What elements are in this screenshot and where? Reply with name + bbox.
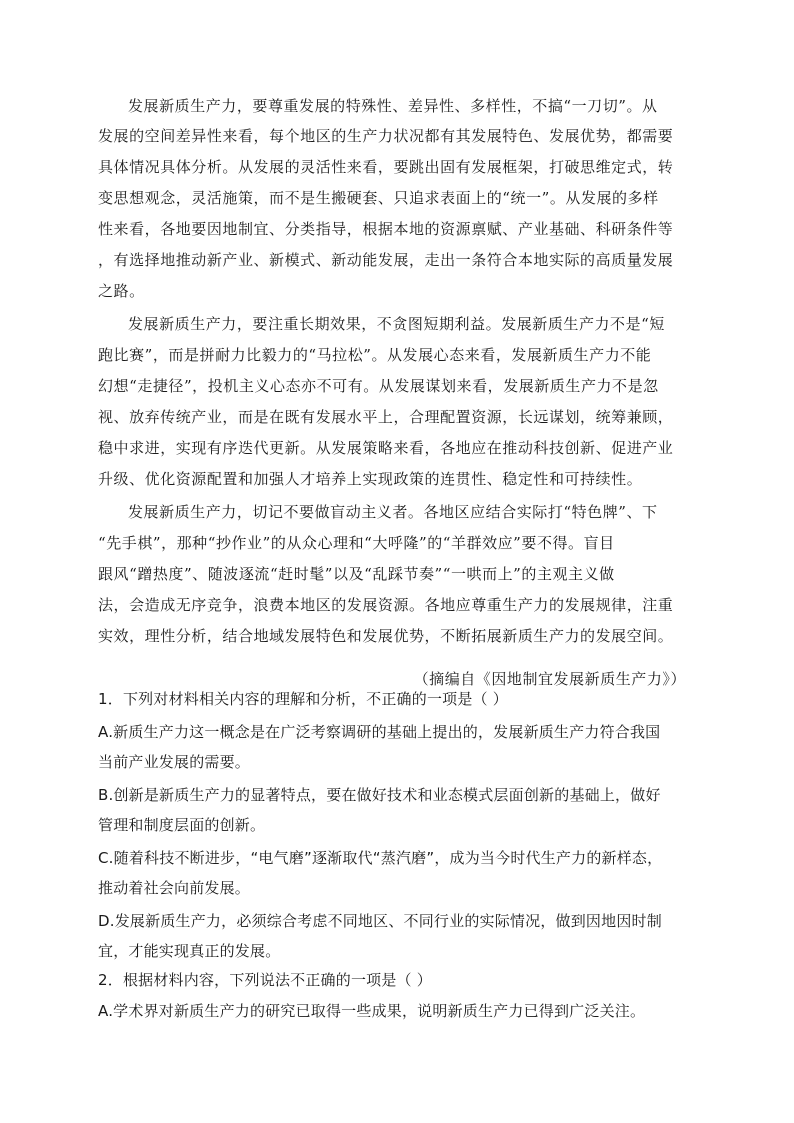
- question-stem: 2．根据材料内容，下列说法不正确的一项是（ ）: [98, 971, 432, 989]
- text-line: ，有选择地推动新产业、新模式、新动能发展，走出一条符合本地实际的高质量发展: [98, 251, 674, 269]
- text-line: 实效，理性分析，结合地域发展特色和发展优势，不断拓展新质生产力的发展空间。: [98, 627, 674, 645]
- text-line: 幻想“走捷径”，投机主义心态亦不可有。从发展谋划来看，发展新质生产力不是忽: [98, 377, 659, 395]
- text-line: 发展新质生产力，要尊重发展的特殊性、差异性、多样性，不搞“一刀切”。从: [128, 97, 658, 115]
- text-line: “先手棋”，那种“抄作业”的从众心理和“大呼隆”的“羊群效应”要不得。盲目: [98, 534, 615, 552]
- option-d-line: D.发展新质生产力，必须综合考虑不同地区、不同行业的实际情况，做到因地因时制: [98, 912, 662, 930]
- option-d-line: 宜，才能实现真正的发展。: [98, 942, 281, 960]
- option-c-line: C.随着科技不断进步，“电气磨”逐渐取代“蒸汽磨”，成为当今时代生产力的新样态，: [98, 849, 663, 867]
- text-line: 发展的空间差异性来看，每个地区的生产力状况都有其发展特色、发展优势，都需要: [98, 127, 674, 145]
- text-line: 法，会造成无序竞争，浪费本地区的发展资源。各地应尊重生产力的发展规律，注重: [98, 596, 674, 614]
- text-line: 跑比赛”，而是拼耐力比毅力的“马拉松”。从发展心态来看，发展新质生产力不能: [98, 346, 652, 364]
- text-line: 变思想观念，灵活施策，而不是生搬硬套、只追求表面上的“统一”。从发展的多样: [98, 189, 659, 207]
- text-line: 跟风“蹭热度”、随波逐流“赶时髦”以及“乱踩节奏”“一哄而上”的主观主义做: [98, 565, 615, 583]
- text-line: 发展新质生产力，切记不要做盲动主义者。各地区应结合实际打“特色牌”、下: [128, 503, 658, 521]
- text-line: 具体情况具体分析。从发展的灵活性来看，要跳出固有发展框架，打破思维定式，转: [98, 158, 674, 176]
- option-b-line: 管理和制度层面的创新。: [98, 816, 266, 834]
- text-line: 升级、优化资源配置和加强人才培养上实现政策的连贯性、稳定性和可持续性。: [98, 470, 643, 488]
- source-attribution: （摘编自《因地制宜发展新质生产力》）: [413, 670, 686, 688]
- question-stem: 1．下列对材料相关内容的理解和分析，不正确的一项是（ ）: [98, 690, 508, 708]
- option-a-line: 当前产业发展的需要。: [98, 753, 251, 771]
- text-line: 稳中求进，实现有序迭代更新。从发展策略来看，各地应在推动科技创新、促进产业: [98, 439, 674, 457]
- text-line: 性来看，各地要因地制宜、分类指导，根据本地的资源禀赋、产业基础、科研条件等: [98, 220, 674, 238]
- option-a-line: A.新质生产力这一概念是在广泛考察调研的基础上提出的，发展新质生产力符合我国: [98, 723, 661, 741]
- text-line: 发展新质生产力，要注重长期效果，不贪图短期利益。发展新质生产力不是“短: [128, 315, 665, 333]
- option-c-line: 推动着社会向前发展。: [98, 879, 251, 897]
- text-line: 视、放弃传统产业，而是在既有发展水平上，合理配置资源，长远谋划，统筹兼顾，: [98, 408, 674, 426]
- text-line: 之路。: [98, 282, 145, 300]
- option-b-line: B.创新是新质生产力的显著特点，要在做好技术和业态模式层面创新的基础上，做好: [98, 786, 661, 804]
- option-a-line: A.学术界对新质生产力的研究已取得一些成果，说明新质生产力已得到广泛关注。: [98, 1002, 646, 1020]
